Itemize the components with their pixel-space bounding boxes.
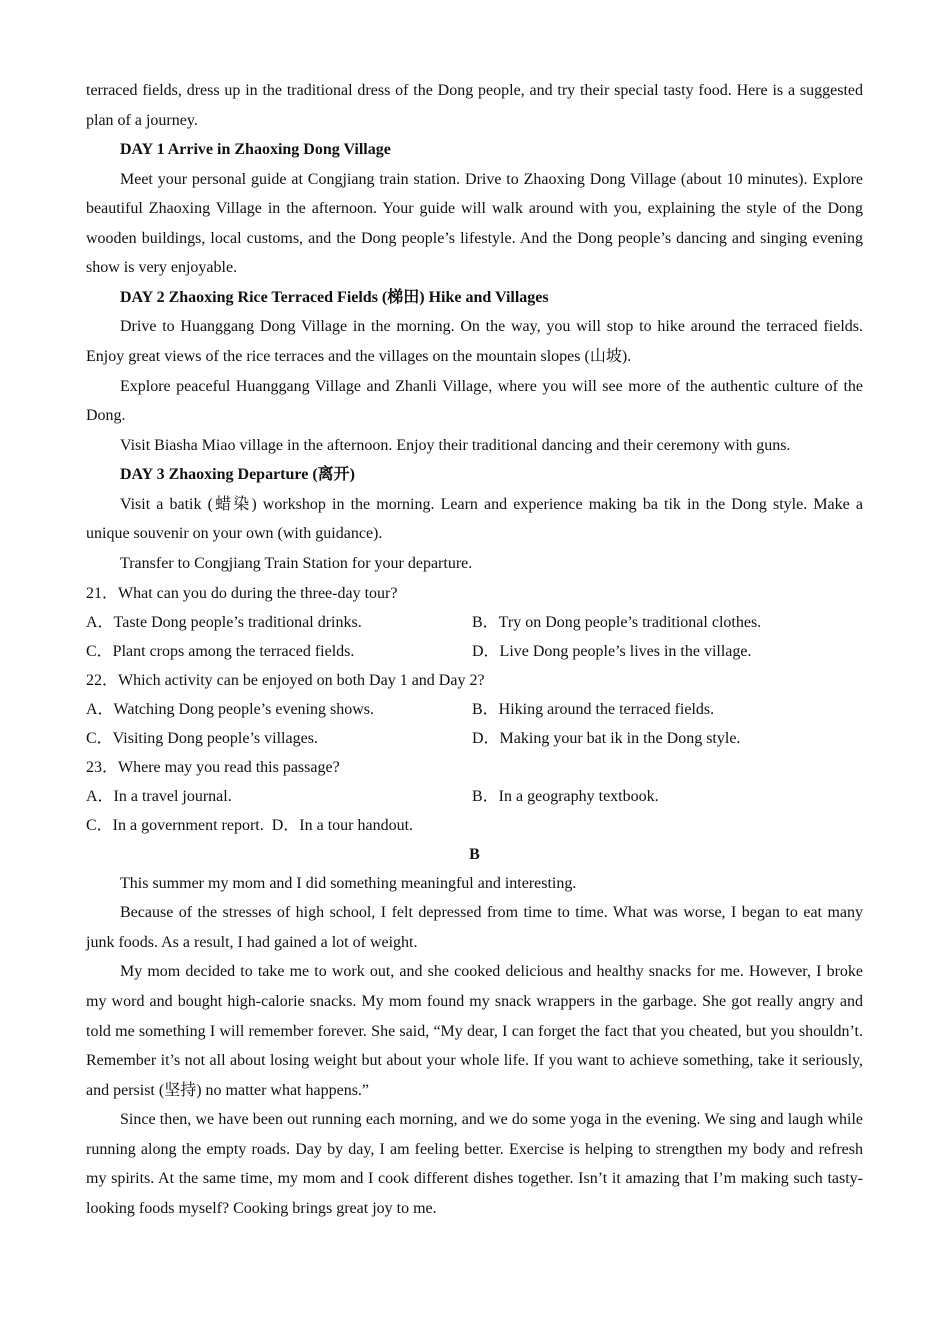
day3-heading: DAY 3 Zhaoxing Departure (离开) (120, 466, 355, 484)
question-21-option-a: A．Taste Dong people’s traditional drinks. (86, 613, 362, 631)
question-22-option-b: B．Hiking around the terraced fields. (472, 700, 715, 718)
question-21-options-row-1 (86, 608, 863, 637)
day3-paragraph-1: Visit a batik (蜡染) workshop in the morning. Learn and experience making ba tik in the Dong style. Make a unique souvenir on your own (with guidance). (86, 495, 863, 543)
passage-b-title: B (469, 845, 480, 863)
question-23-options-row-1 (86, 782, 863, 811)
question-21-option-d: D．Live Dong people’s lives in the village. (472, 642, 752, 660)
question-22-option-d: D．Making your bat ik in the Dong style. (472, 729, 741, 747)
question-23-option-b: B．In a geography textbook. (472, 787, 659, 805)
passage-b-paragraph-3: My mom decided to take me to work out, and she cooked delicious and healthy snacks for me. However, I broke my word and bought high-calorie snacks. My mom found my snack wrappers in the garbage. She got really angry and told me something I will remember forever. She said, “My dear, I can forget the fact that you cheated, but you shouldn’t. Remember it’s not all about losing weight but about your whole life. If you want to achieve something, take it seriously, and persist (坚持) no matter what happens.” (86, 963, 863, 1099)
question-21-option-b: B．Try on Dong people’s traditional clothes. (472, 613, 762, 631)
day2-paragraph-1: Drive to Huanggang Dong Village in the morning. On the way, you will stop to hike around the terraced fields. Enjoy great views of the rice terraces and the villages on the mountain slopes (山坡). (86, 318, 863, 365)
question-23-option-c: C．In a government report. (86, 816, 264, 834)
passage-a-intro: terraced fields, dress up in the traditional dress of the Dong people, and try their special tasty food. Here is a suggested plan of a journey. (86, 82, 863, 129)
question-23-option-d: D．In a tour handout. (271, 816, 414, 834)
day1-paragraph: Meet your personal guide at Congjiang train station. Drive to Zhaoxing Dong Village (about 10 minutes). Explore beautiful Zhaoxing Village in the afternoon. Your guide will walk around with you, explaining the style of the Dong wooden buildings, local customs, and the Dong people’s lifestyle. And the Dong people’s dancing and singing evening show is very enjoyable. (86, 170, 863, 277)
question-22-stem: 22．Which activity can be enjoyed on both Day 1 and Day 2? (86, 671, 485, 689)
question-22-option-a: A．Watching Dong people’s evening shows. (86, 700, 375, 718)
question-23-stem: 23．Where may you read this passage? (86, 758, 340, 776)
day2-heading: DAY 2 Zhaoxing Rice Terraced Fields (梯田) Hike and Villages (120, 288, 549, 306)
question-22-options-row-2 (86, 724, 863, 753)
question-21-stem: 21．What can you do during the three-day tour? (86, 584, 398, 602)
day3-paragraph-2: Transfer to Congjiang Train Station for your departure. (120, 554, 473, 572)
day2-paragraph-2: Explore peaceful Huanggang Village and Zhanli Village, where you will see more of the authentic culture of the Dong. (86, 377, 863, 425)
passage-b-paragraph-1: This summer my mom and I did something meaningful and interesting. (120, 874, 577, 892)
day1-heading: DAY 1 Arrive in Zhaoxing Dong Village (120, 141, 391, 159)
question-22-option-c: C．Visiting Dong people’s villages. (86, 729, 318, 747)
document-page (86, 76, 863, 1224)
passage-b-paragraph-2: Because of the stresses of high school, I felt depressed from time to time. What was worse, I began to eat many junk foods. As a result, I had gained a lot of weight. (86, 904, 863, 951)
day2-paragraph-3: Visit Biasha Miao village in the afternoon. Enjoy their traditional dancing and their ceremony with guns. (120, 436, 791, 454)
passage-b-paragraph-4: Since then, we have been out running each morning, and we do some yoga in the evening. We sing and laugh while running along the empty roads. Day by day, I am feeling better. Exercise is helping to strengthen my body and refresh my spirits. At the same time, my mom and I cook different dishes together. Isn’t it amazing that I’m making such tasty-looking foods myself? Cooking brings great joy to me. (86, 1111, 863, 1218)
question-21-options-row-2 (86, 637, 863, 666)
question-22-options-row-1 (86, 695, 863, 724)
question-23-options-row-2 (86, 811, 863, 840)
question-23-option-a: A．In a travel journal. (86, 787, 232, 805)
question-21-option-c: C．Plant crops among the terraced fields. (86, 642, 355, 660)
